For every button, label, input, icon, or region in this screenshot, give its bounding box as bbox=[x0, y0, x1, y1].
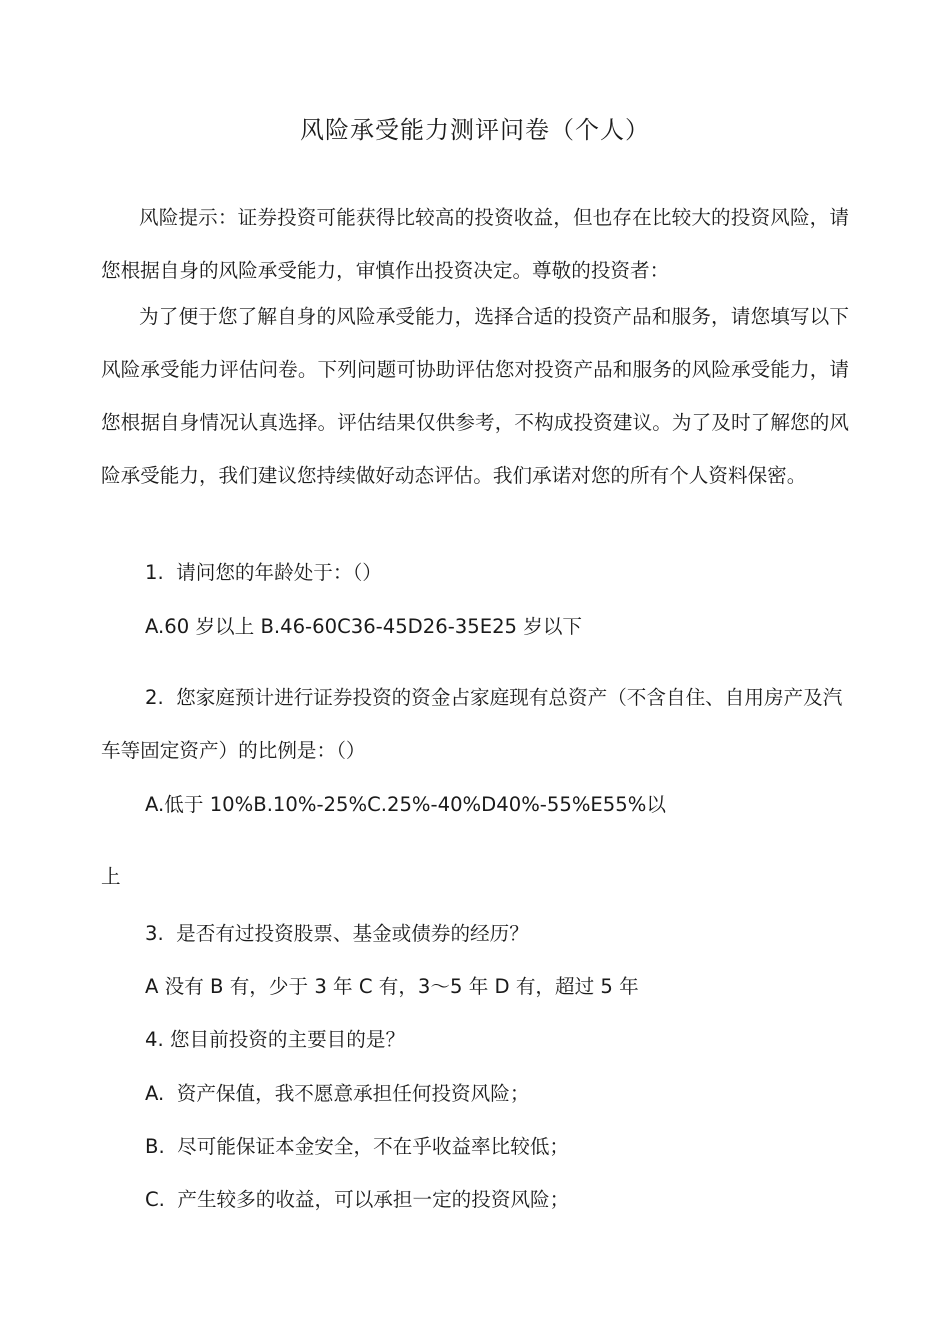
question-4-option-b: B. 尽可能保证本金安全，不在乎收益率比较低； bbox=[145, 1135, 570, 1158]
question-4-option-c: C. 产生较多的收益，可以承担一定的投资风险； bbox=[145, 1188, 570, 1211]
question-2-options-continued: 上 bbox=[101, 865, 121, 888]
intro-paragraph: 为了便于您了解自身的风险承受能力，选择合适的投资产品和服务，请您填写以下风险承受能力评估问卷。下列问题可协助评估您对投资产品和服务的风险承受能力，请您根据自身情况认真选择。评估结果仅供参考，不构成投资建议。为了及时了解您的风险承受能力，我们建议您持续做好动态评估。我们承诺对您的所有个人资料保密。 bbox=[101, 305, 849, 487]
question-1-options: A.60 岁以上 B.46-60C36-45D26-35E25 岁以下 bbox=[145, 615, 583, 638]
question-3: 3. 是否有过投资股票、基金或债券的经历？ bbox=[145, 922, 529, 945]
question-4-option-a: A. 资产保值，我不愿意承担任何投资风险； bbox=[145, 1082, 530, 1105]
page-title: 风险承受能力测评问卷（个人） bbox=[300, 116, 650, 144]
question-4: 4. 您目前投资的主要目的是？ bbox=[145, 1028, 406, 1051]
question-3-options: A 没有 B 有，少于 3 年 C 有，3〜5 年 D 有，超过 5 年 bbox=[145, 975, 639, 998]
question-2: 2. 您家庭预计进行证券投资的资金占家庭现有总资产（不含自住、自用房产及汽车等固定资产）的比例是：（） bbox=[101, 686, 843, 762]
risk-notice-paragraph: 风险提示：证券投资可能获得比较高的投资收益，但也存在比较大的投资风险，请您根据自身的风险承受能力，审慎作出投资决定。尊敬的投资者： bbox=[101, 206, 849, 282]
question-2-options: A.低于 10%B.10%-25%C.25%-40%D40%-55%E55%以 bbox=[145, 793, 666, 816]
question-1: 1. 请问您的年龄处于：（） bbox=[145, 561, 382, 584]
